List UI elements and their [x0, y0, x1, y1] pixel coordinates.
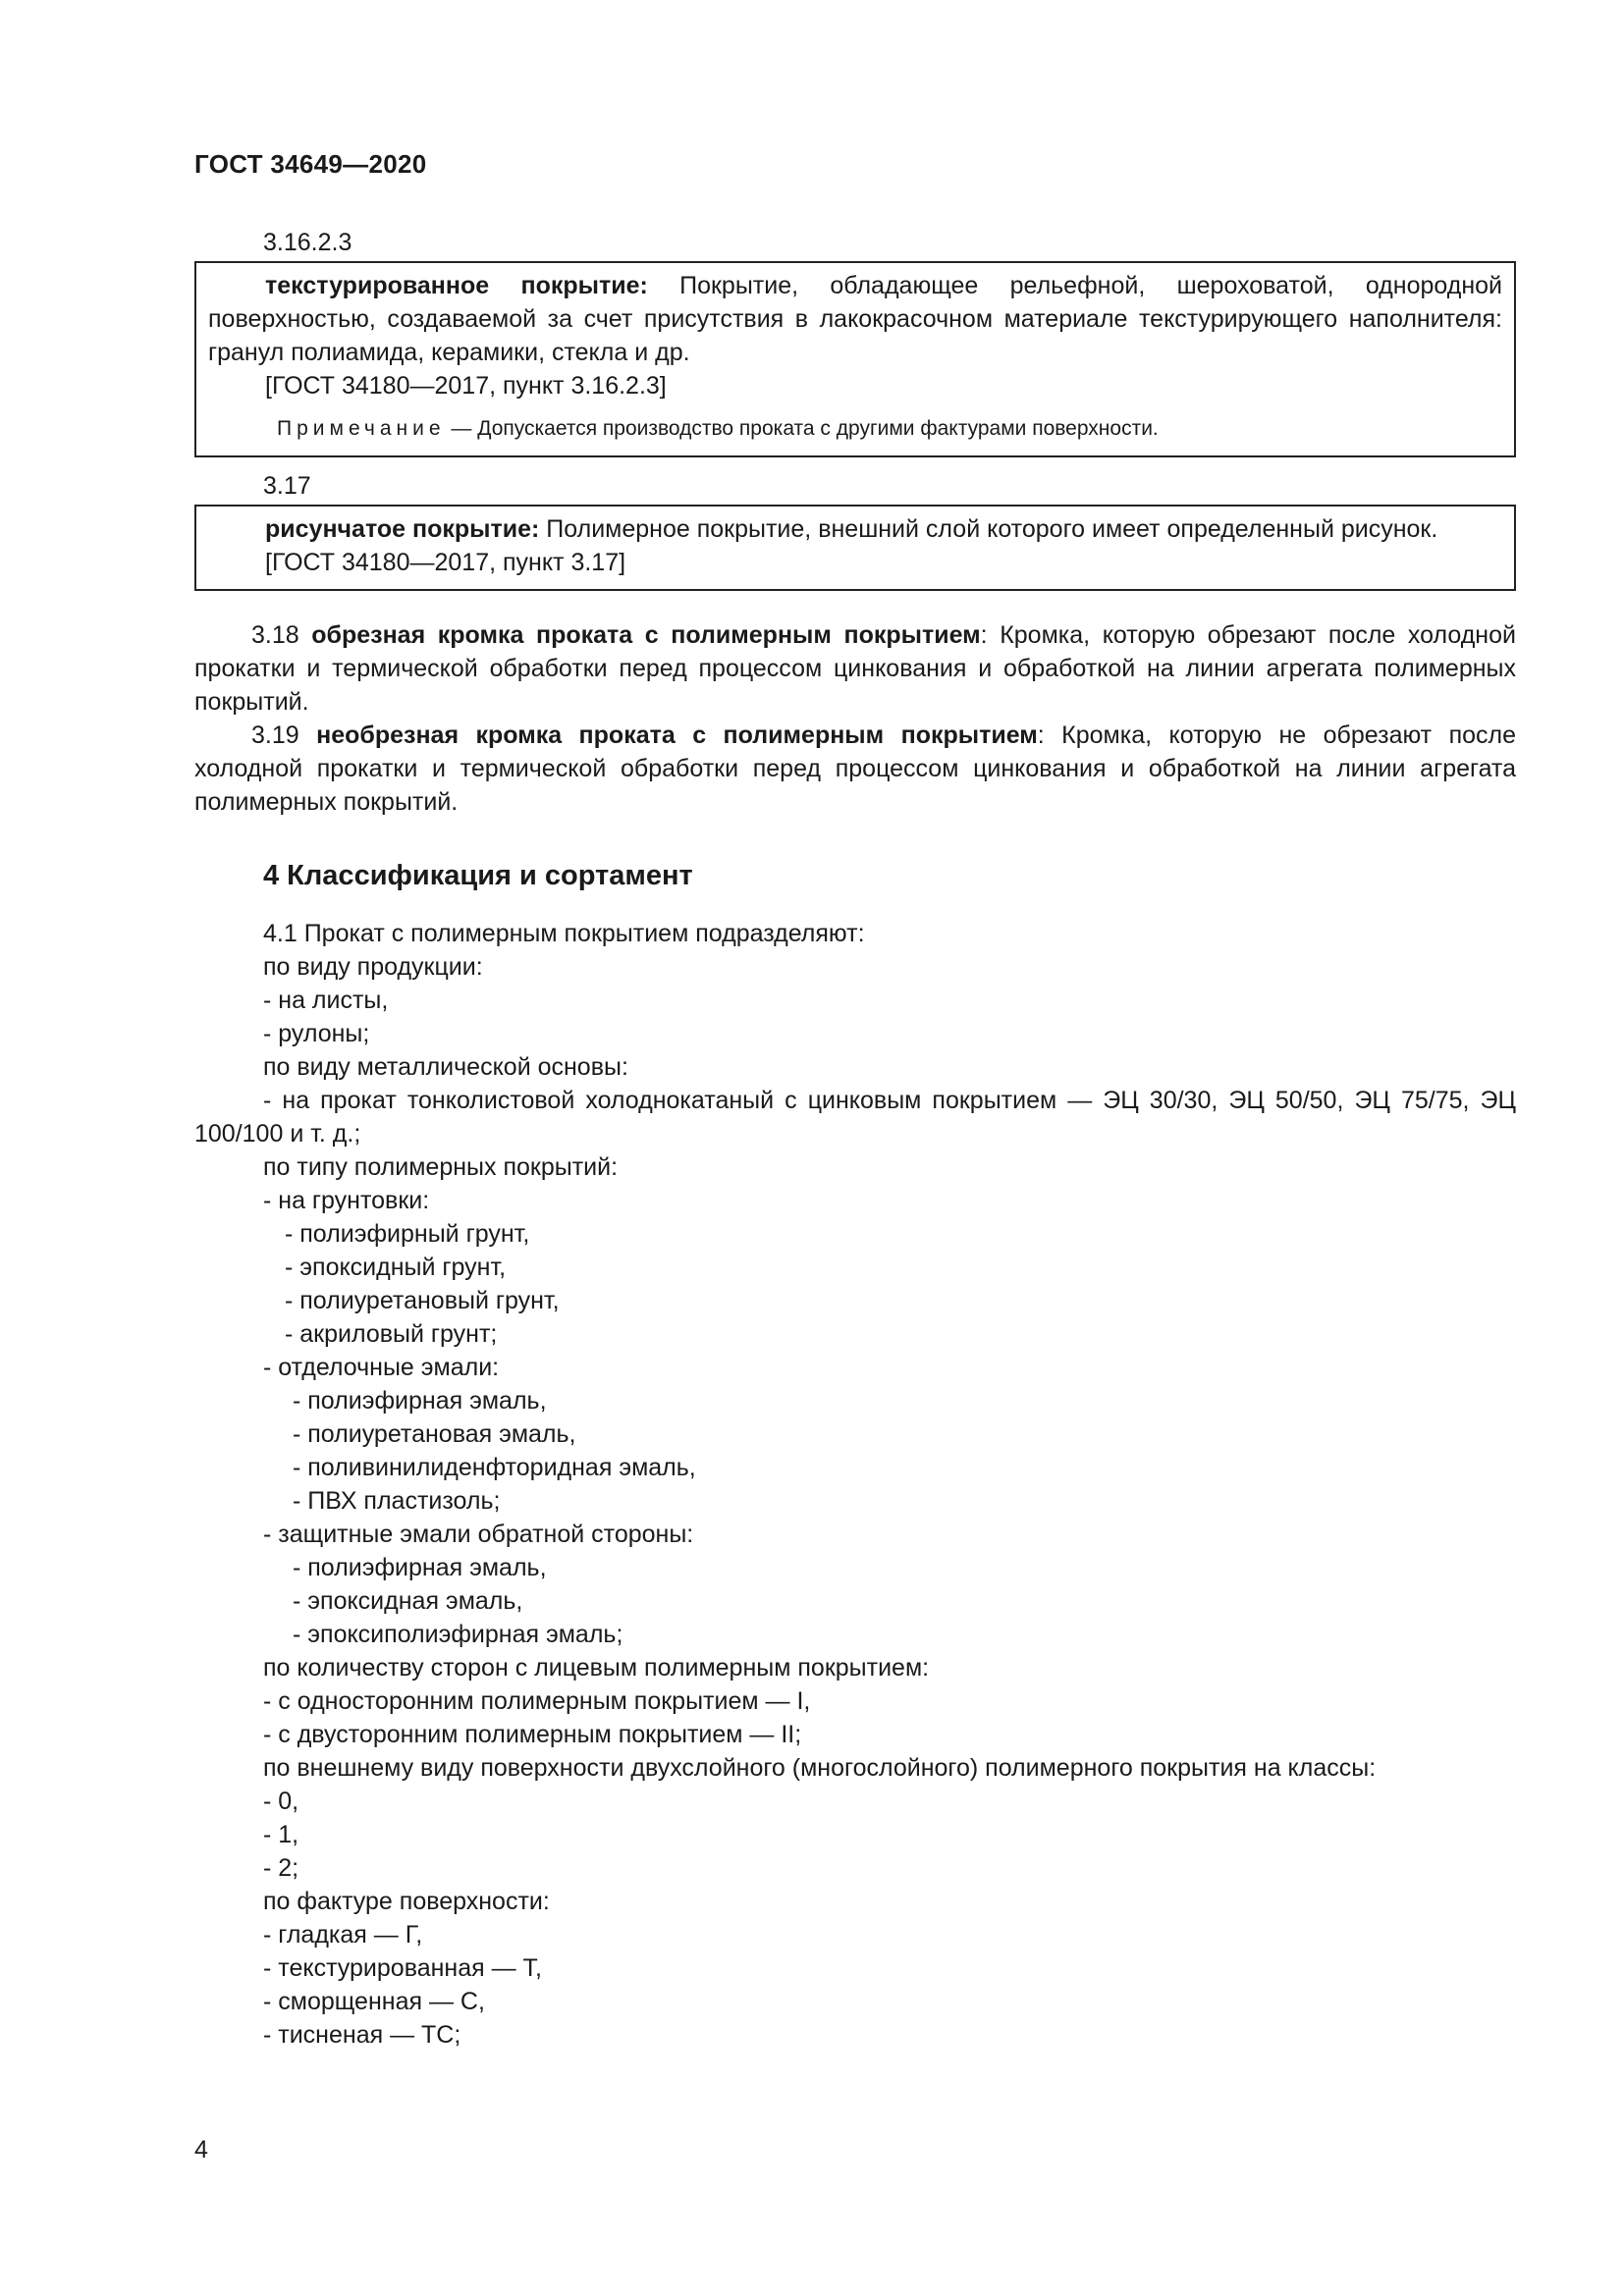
source-reference: [ГОСТ 34180—2017, пункт 3.16.2.3]	[265, 372, 667, 400]
list-item: - сморщенная — С,	[263, 1988, 485, 2015]
source-reference: [ГОСТ 34180—2017, пункт 3.17]	[265, 549, 626, 576]
clause-number: 3.16.2.3	[263, 229, 352, 256]
list-item: по фактуре поверхности:	[263, 1888, 550, 1915]
page-content	[194, 226, 1516, 2052]
list-item: - полиуретановая эмаль,	[293, 1420, 576, 1448]
list-item: по виду продукции:	[263, 953, 483, 981]
definition-text: Покрытие, обладающее рельефной, шероховатой, однородной поверхностью, создаваемой за счет присутствия в лакокрасочном материале текстурирующего наполнителя: гранул полиамида, керамики, стекла и др.	[208, 272, 1502, 366]
term-name: рисунчатое покрытие:	[265, 515, 540, 543]
list-item: - на листы,	[263, 987, 389, 1014]
list-item: - полиэфирная эмаль,	[293, 1387, 547, 1415]
term-name: обрезная кромка проката с полимерным покрытием	[311, 621, 981, 649]
clause-number: 3.18	[251, 621, 299, 649]
term-box-3-17	[194, 505, 1516, 591]
term-definition	[208, 269, 1502, 369]
definition-text: : Кромка, которую обрезают после холодной прокатки и термической обработки перед процессом цинкования и обработкой на линии агрегата полимерных покрытий.	[194, 621, 1516, 716]
term-name: необрезная кромка проката с полимерным покрытием	[316, 721, 1038, 749]
list-item: - акриловый грунт;	[285, 1320, 498, 1348]
list-item: - с односторонним полимерным покрытием — I,	[263, 1687, 811, 1715]
list-item: - поливинилиденфторидная эмаль,	[293, 1454, 696, 1481]
list-item: - гладкая — Г,	[263, 1921, 423, 1949]
document-id: ГОСТ 34649—2020	[194, 149, 427, 179]
list-item: - отделочные эмали:	[263, 1354, 500, 1381]
list-item: - полиэфирный грунт,	[285, 1220, 530, 1248]
list-item: - с двусторонним полимерным покрытием — II;	[263, 1721, 802, 1748]
list-item: - эпоксидный грунт,	[285, 1254, 507, 1281]
clause-3-18	[194, 618, 1516, 719]
classification-list	[194, 950, 1516, 2052]
list-item: - ПВХ пластизоль;	[293, 1487, 501, 1515]
term-definition	[208, 512, 1502, 546]
clause-3-19	[194, 719, 1516, 819]
note	[208, 412, 1502, 446]
list-item: по внешнему виду поверхности двухслойного (многослойного) полимерного покрытия на классы:	[263, 1754, 1377, 1782]
list-item: - 1,	[263, 1821, 299, 1848]
note-label: Примечание	[277, 417, 446, 440]
list-item: по количеству сторон с лицевым полимерным покрытием:	[263, 1654, 930, 1682]
list-item: - полиуретановый грунт,	[285, 1287, 560, 1314]
list-item: - текстурированная — Т,	[263, 1954, 542, 1982]
list-item: - 2;	[263, 1854, 299, 1882]
list-item: - на грунтовки:	[263, 1187, 430, 1214]
list-item: - 0,	[263, 1788, 299, 1815]
list-item: - полиэфирная эмаль,	[293, 1554, 547, 1581]
list-item: - тисненая — ТС;	[263, 2021, 461, 2049]
list-item: - защитные эмали обратной стороны:	[263, 1521, 694, 1548]
term-box-3-16-2-3	[194, 261, 1516, 457]
list-item: - эпоксиполиэфирная эмаль;	[293, 1621, 623, 1648]
list-item: - на прокат тонколистовой холоднокатаный с цинковым покрытием — ЭЦ 30/30, ЭЦ 50/50, ЭЦ 75/75, ЭЦ 100/100 и т. д.;	[194, 1087, 1516, 1148]
list-item: - эпоксидная эмаль,	[293, 1587, 523, 1615]
section-heading: 4 Классификация и сортамент	[263, 860, 693, 891]
clause-number: 3.17	[263, 472, 311, 500]
clause-4-1-intro: 4.1 Прокат с полимерным покрытием подразделяют:	[263, 920, 865, 947]
term-name: текстурированное покрытие:	[265, 272, 648, 299]
list-item: по виду металлической основы:	[263, 1053, 628, 1081]
definition-text: : Кромка, которую не обрезают после холодной прокатки и термической обработки перед процессом цинкования и обработкой на линии агрегата полимерных покрытий.	[194, 721, 1517, 816]
list-item: по типу полимерных покрытий:	[263, 1153, 619, 1181]
page-number: 4	[194, 2136, 208, 2163]
note-text: — Допускается производство проката с другими фактурами поверхности.	[445, 417, 1159, 440]
definition-text: Полимерное покрытие, внешний слой которого имеет определенный рисунок.	[539, 515, 1438, 543]
clause-number: 3.19	[251, 721, 299, 749]
list-item: - рулоны;	[263, 1020, 370, 1047]
